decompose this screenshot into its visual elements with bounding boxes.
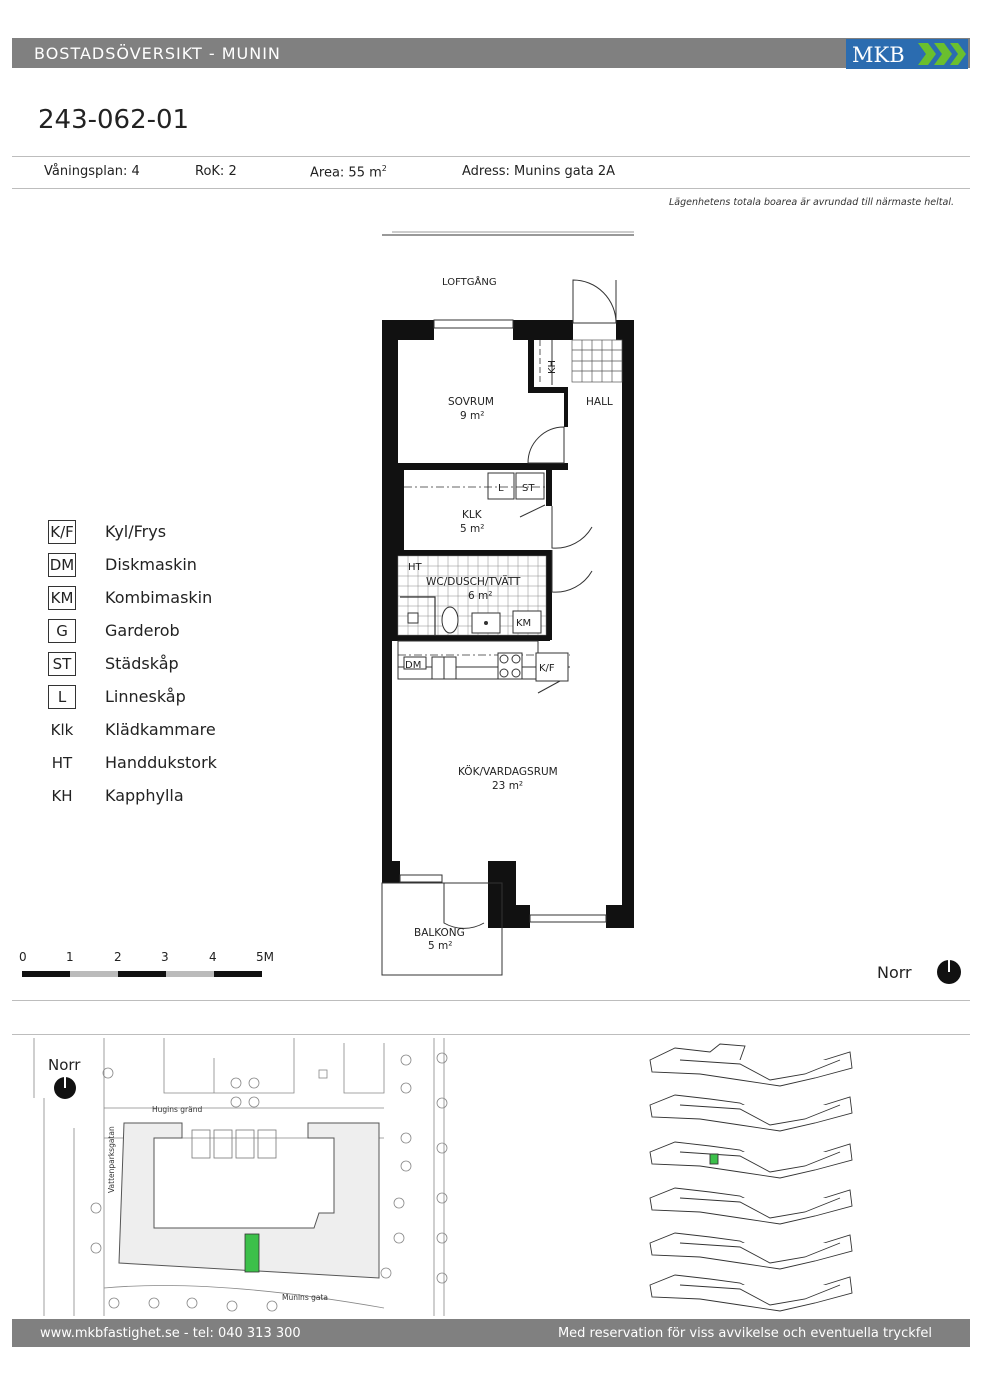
kh-label: KH	[547, 359, 558, 374]
footer-contact: www.mkbfastighet.se - tel: 040 313 300	[40, 1326, 301, 1341]
building-highlight	[245, 1234, 259, 1272]
sovrum-label: SOVRUM	[448, 396, 494, 408]
km-label: KM	[516, 618, 532, 629]
street-label: Vattenparksgatan	[107, 1126, 116, 1193]
loftgang-label: LOFTGÅNG	[442, 277, 497, 288]
l-label: L	[498, 483, 504, 494]
dm-label: DM	[405, 660, 422, 671]
kok-label: KÖK/VARDAGSRUM	[458, 766, 558, 778]
divider	[12, 1034, 970, 1035]
floor-level	[650, 1233, 852, 1269]
balkong-label: BALKONG	[414, 927, 465, 939]
balkong-area: 5 m²	[428, 940, 453, 952]
unit-number: 243-062-01	[38, 105, 190, 135]
floor-level	[650, 1142, 852, 1178]
wc-area: 6 m²	[468, 590, 493, 602]
street-label: Hugins gränd	[152, 1105, 203, 1114]
address-info: Adress: Munins gata 2A	[462, 164, 616, 179]
divider	[12, 188, 970, 189]
footer-disclaimer: Med reservation för viss avvikelse och eventuella tryckfel	[557, 1326, 932, 1341]
unit-highlight	[710, 1154, 718, 1164]
sovrum-area: 9 m²	[460, 410, 485, 422]
klk-area: 5 m²	[460, 523, 485, 535]
street-label: Munins gata	[282, 1293, 328, 1302]
page-title: BOSTADSÖVERSIKT - MUNIN	[34, 44, 281, 63]
north-arrow-icon	[935, 958, 963, 986]
floor-info: Våningsplan: 4	[44, 164, 140, 179]
divider	[12, 1000, 970, 1001]
area-info: Area: 55 $m^2$	[310, 164, 387, 181]
floor-level	[650, 1275, 852, 1311]
north-label: Norr	[877, 963, 912, 982]
site-north-label: Norr	[48, 1056, 81, 1074]
hall-label: HALL	[586, 396, 613, 408]
floor-stack-diagram	[640, 1038, 870, 1316]
divider	[12, 156, 970, 157]
floor-level	[650, 1188, 852, 1224]
area-disclaimer: Lägenhetens totala boarea är avrundad till närmaste heltal.	[668, 197, 954, 208]
floor-level	[650, 1095, 852, 1131]
floor-plan	[370, 225, 650, 985]
kf-label: K/F	[539, 663, 555, 674]
logo-text: MKB	[852, 43, 905, 67]
wall-west	[382, 320, 392, 883]
footer-bar	[12, 1319, 970, 1347]
ht-label: HT	[408, 562, 422, 573]
klk-label: KLK	[462, 509, 482, 521]
floor-level	[650, 1044, 852, 1086]
st-label: ST	[522, 483, 535, 494]
mkb-logo	[846, 39, 968, 69]
scale-bar: 0 1 2 3 4 5M	[20, 950, 280, 982]
site-map	[14, 1038, 464, 1316]
wall-east	[622, 320, 634, 928]
rok-info: RoK: 2	[195, 164, 237, 179]
wc-label: WC/DUSCH/TVÄTT	[426, 576, 521, 588]
kok-area: 23 m²	[492, 780, 524, 792]
